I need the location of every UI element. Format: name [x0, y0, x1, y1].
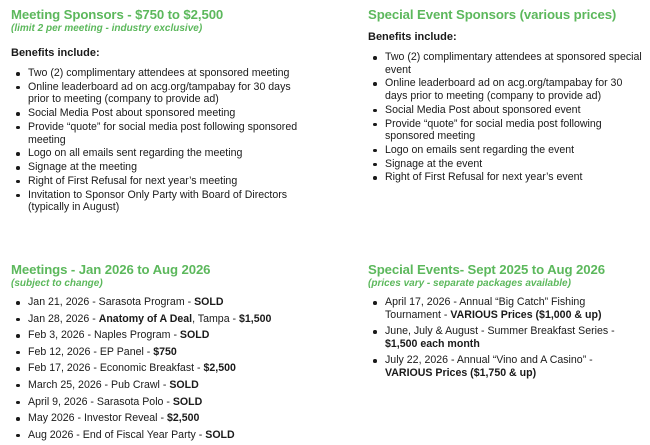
list-item: Logo on emails sent regarding the event [368, 144, 643, 157]
list-item: Online leaderboard ad on acg.org/tampabay for 30 days prior to meeting (company to provide ad) [11, 81, 311, 106]
meetings-title: Meetings - Jan 2026 to Aug 2026 [11, 262, 211, 277]
meetings-subtitle: (subject to change) [11, 278, 103, 289]
special-benefits-label: Benefits include: [368, 31, 457, 43]
meeting-benefits-list [11, 67, 311, 214]
meetings-list [11, 296, 331, 441]
list-item: Social Media Post about sponsored event [368, 104, 643, 117]
special-events-title: Special Events- Sept 2025 to Aug 2026 [368, 262, 605, 277]
list-item: Social Media Post about sponsored meeting [11, 107, 311, 120]
list-item: Feb 12, 2026 - EP Panel - $750 [11, 346, 331, 359]
list-item: March 25, 2026 - Pub Crawl - SOLD [11, 379, 331, 392]
list-item: Jan 28, 2026 - Anatomy of A Deal, Tampa - $1,500 [11, 313, 331, 326]
list-item: June, July & August - Summer Breakfast Series - $1,500 each month [368, 325, 643, 350]
list-item: Signage at the event [368, 158, 643, 171]
list-item: May 2026 - Investor Reveal - $2,500 [11, 412, 331, 425]
special-events-list [368, 296, 643, 380]
list-item: Right of First Refusal for next year’s event [368, 171, 643, 184]
special-event-sponsors-section [368, 7, 643, 185]
list-item: July 22, 2026 - Annual “Vino and A Casino” - VARIOUS Prices ($1,750 & up) [368, 354, 643, 379]
list-item: April 9, 2026 - Sarasota Polo - SOLD [11, 396, 331, 409]
list-item: Feb 17, 2026 - Economic Breakfast - $2,500 [11, 362, 331, 375]
special-event-sponsors-title: Special Event Sponsors (various prices) [368, 7, 617, 22]
meeting-sponsors-title: Meeting Sponsors - $750 to $2,500 [11, 7, 224, 22]
list-item: April 17, 2026 - Annual “Big Catch” Fishing Tournament - VARIOUS Prices ($1,000 & up) [368, 296, 643, 321]
list-item: Two (2) complimentary attendees at sponsored meeting [11, 67, 311, 80]
meeting-benefits-label: Benefits include: [11, 47, 100, 59]
special-benefits-list [368, 51, 643, 184]
list-item: Two (2) complimentary attendees at sponsored special event [368, 51, 643, 76]
list-item: Invitation to Sponsor Only Party with Board of Directors (typically in August) [11, 189, 311, 214]
list-item: Aug 2026 - End of Fiscal Year Party - SOLD [11, 429, 331, 442]
list-item: Logo on all emails sent regarding the meeting [11, 147, 311, 160]
meetings-section [11, 262, 331, 445]
list-item: Jan 21, 2026 - Sarasota Program - SOLD [11, 296, 331, 309]
list-item: Online leaderboard ad on acg.org/tampabay for 30 days prior to meeting (company to provide ad) [368, 77, 643, 102]
meeting-sponsors-subtitle: (limit 2 per meeting - industry exclusive) [11, 23, 203, 34]
special-events-subtitle: (prices vary - separate packages available) [368, 278, 571, 289]
list-item: Feb 3, 2026 - Naples Program - SOLD [11, 329, 331, 342]
list-item: Provide “quote” for social media post following sponsored meeting [11, 121, 311, 146]
special-events-section [368, 262, 643, 384]
list-item: Signage at the meeting [11, 161, 311, 174]
meeting-sponsors-section [11, 7, 311, 215]
list-item: Provide “quote” for social media post following sponsored meeting [368, 118, 643, 143]
list-item: Right of First Refusal for next year’s meeting [11, 175, 311, 188]
